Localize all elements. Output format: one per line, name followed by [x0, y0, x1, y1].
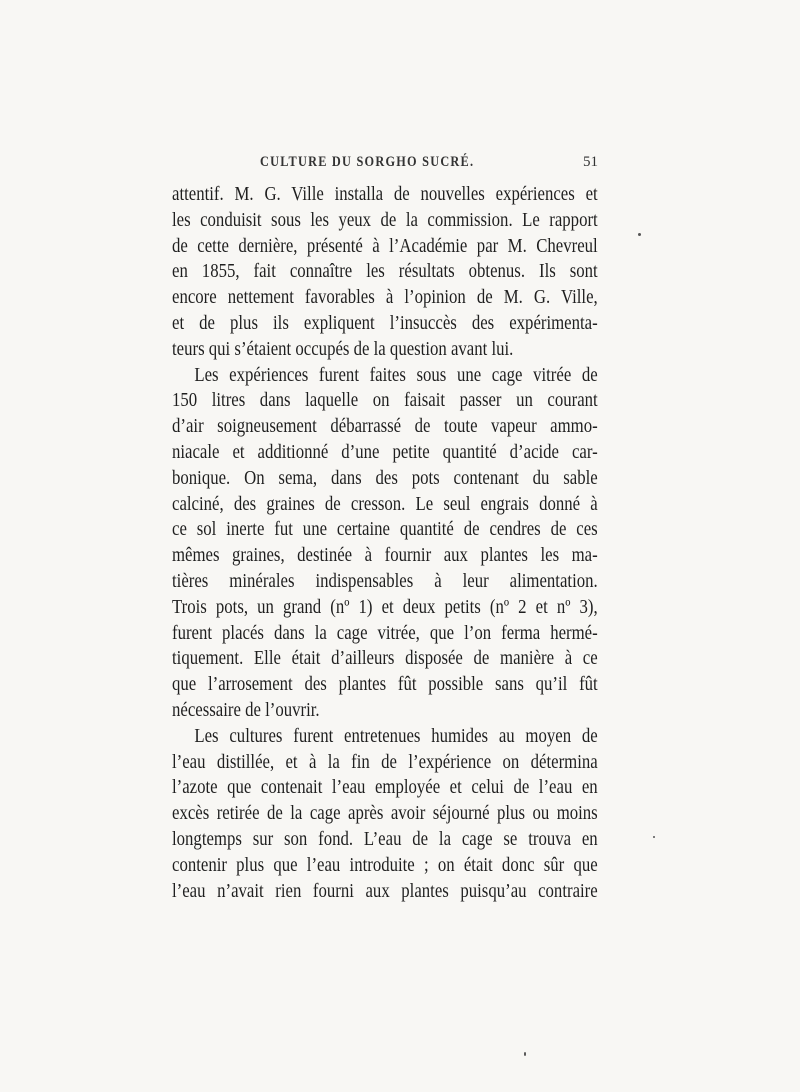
- paper-speck: [524, 1052, 526, 1056]
- text-line: l’azote que contenait l’eau employée et celui de l’eau en: [172, 777, 598, 799]
- text-line: ce sol inerte fut une certaine quantité de cendres de ces: [172, 519, 598, 541]
- text-line: que l’arrosement des plantes fût possible sans qu’il fût: [172, 674, 598, 696]
- text-line: excès retirée de la cage après avoir séjourné plus ou moins: [172, 803, 598, 825]
- text-line: d’air soigneusement débarrassé de toute vapeur ammo-: [172, 416, 598, 438]
- page-number: 51: [583, 154, 598, 170]
- paragraph-start-line: Les cultures furent entretenues humides au moyen de: [194, 725, 598, 747]
- paper-speck: [638, 233, 641, 236]
- body-text: [172, 182, 598, 904]
- text-line: teurs qui s’étaient occupés de la question avant lui.: [172, 338, 514, 360]
- text-line: en 1855, fait connaître les résultats obtenus. Ils sont: [172, 261, 598, 283]
- text-line: calciné, des graines de cresson. Le seul engrais donné à: [172, 493, 598, 515]
- text-line: mêmes graines, destinée à fournir aux plantes les ma-: [172, 545, 598, 567]
- paragraph-start-line: Les expériences furent faites sous une cage vitrée de: [194, 364, 598, 386]
- text-line: les conduisit sous les yeux de la commission. Le rapport: [172, 209, 598, 231]
- page-header: [176, 154, 600, 180]
- text-line: l’eau distillée, et à la fin de l’expérience on détermina: [172, 751, 598, 773]
- text-line: 150 litres dans laquelle on faisait passer un courant: [172, 390, 598, 412]
- text-line: longtemps sur son fond. L’eau de la cage se trouva en: [172, 828, 598, 850]
- text-line: Trois pots, un grand (nº 1) et deux petits (nº 2 et nº 3),: [172, 596, 598, 618]
- text-line: tières minérales indispensables à leur alimentation.: [172, 570, 598, 592]
- text-line: niacale et additionné d’une petite quantité d’acide car-: [172, 441, 598, 463]
- text-line: attentif. M. G. Ville installa de nouvelles expériences et: [172, 184, 598, 205]
- paper-speck: [653, 836, 655, 838]
- text-line: encore nettement favorables à l’opinion de M. G. Ville,: [172, 287, 598, 309]
- text-line: l’eau n’avait rien fourni aux plantes puisqu’au contraire: [172, 880, 598, 902]
- text-line: de cette dernière, présenté à l’Académie par M. Chevreul: [172, 235, 598, 257]
- text-line: furent placés dans la cage vitrée, que l’on ferma hermé-: [172, 622, 598, 644]
- text-line: et de plus ils expliquent l’insuccès des expérimenta-: [172, 312, 598, 334]
- text-line: tiquement. Elle était d’ailleurs disposée de manière à ce: [172, 648, 598, 670]
- running-title: CULTURE DU SORGHO SUCRÉ.: [260, 154, 475, 170]
- text-line: bonique. On sema, dans des pots contenant du sable: [172, 467, 598, 489]
- text-line: nécessaire de l’ouvrir.: [172, 699, 320, 721]
- text-line: contenir plus que l’eau introduite ; on était donc sûr que: [172, 854, 598, 876]
